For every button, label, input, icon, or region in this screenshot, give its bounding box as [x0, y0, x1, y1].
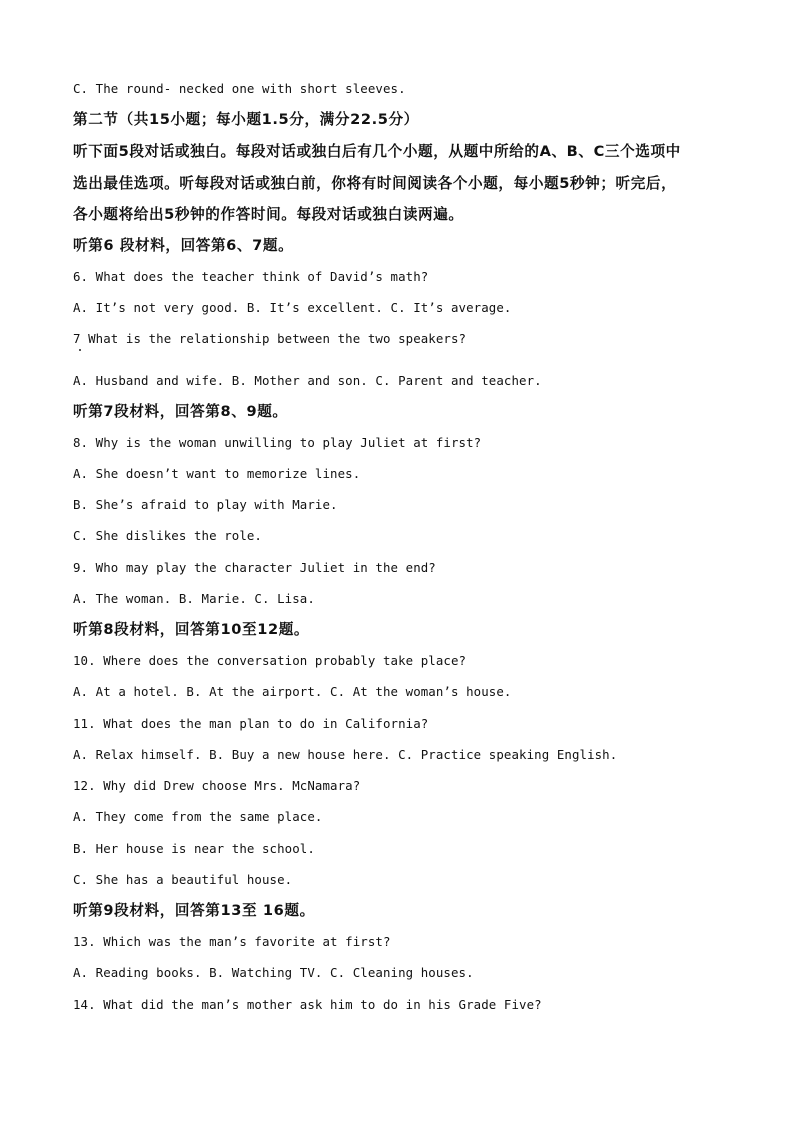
option-line: A. They come from the same place. — [73, 809, 323, 824]
question-line: 13. Which was the man’s favorite at first? — [73, 934, 391, 949]
instruction-line: 各小题将给出5秒钟的作答时间。每段对话或独白读两遍。 — [73, 206, 464, 223]
option-line: B. Her house is near the school. — [73, 841, 315, 856]
section-heading: 第二节（共15小题；每小题1.5分，满分22.5分） — [73, 111, 419, 128]
material-heading: 听第6 段材料，回答第6、7题。 — [73, 237, 294, 254]
instruction-line: 听下面5段对话或独白。每段对话或独白后有几个小题，从题中所给的A、B、C三个选项中 — [73, 143, 681, 160]
option-line: A. The woman. B. Marie. C. Lisa. — [73, 591, 315, 606]
option-line: A. Husband and wife. B. Mother and son. C. Parent and teacher. — [73, 373, 542, 388]
instruction-line: 选出最佳选项。听每段对话或独白前，你将有时间阅读各个小题，每小题5秒钟；听完后， — [73, 175, 677, 192]
stray-dot — [79, 349, 81, 351]
option-line: A. She doesn’t want to memorize lines. — [73, 466, 361, 481]
question-line: 14. What did the man’s mother ask him to do in his Grade Five? — [73, 997, 542, 1012]
option-line: C. The round- necked one with short sleeves. — [73, 81, 406, 96]
option-line: A. At a hotel. B. At the airport. C. At the woman’s house. — [73, 684, 512, 699]
question-line: 7 What is the relationship between the two speakers? — [73, 331, 467, 346]
material-heading: 听第9段材料，回答第13至 16题。 — [73, 902, 315, 919]
option-line: A. It’s not very good. B. It’s excellent. C. It’s average. — [73, 300, 512, 315]
question-line: 12. Why did Drew choose Mrs. McNamara? — [73, 778, 361, 793]
material-heading: 听第8段材料，回答第10至12题。 — [73, 621, 310, 638]
question-line: 6. What does the teacher think of David’s math? — [73, 269, 429, 284]
option-line: C. She has a beautiful house. — [73, 872, 293, 887]
question-line: 8. Why is the woman unwilling to play Juliet at first? — [73, 435, 482, 450]
option-line: A. Relax himself. B. Buy a new house here. C. Practice speaking English. — [73, 747, 618, 762]
question-line: 9. Who may play the character Juliet in the end? — [73, 560, 436, 575]
material-heading: 听第7段材料，回答第8、9题。 — [73, 403, 288, 420]
option-line: B. She’s afraid to play with Marie. — [73, 497, 338, 512]
question-line: 11. What does the man plan to do in California? — [73, 716, 429, 731]
question-line: 10. Where does the conversation probably take place? — [73, 653, 467, 668]
option-line: A. Reading books. B. Watching TV. C. Cleaning houses. — [73, 965, 474, 980]
option-line: C. She dislikes the role. — [73, 528, 262, 543]
